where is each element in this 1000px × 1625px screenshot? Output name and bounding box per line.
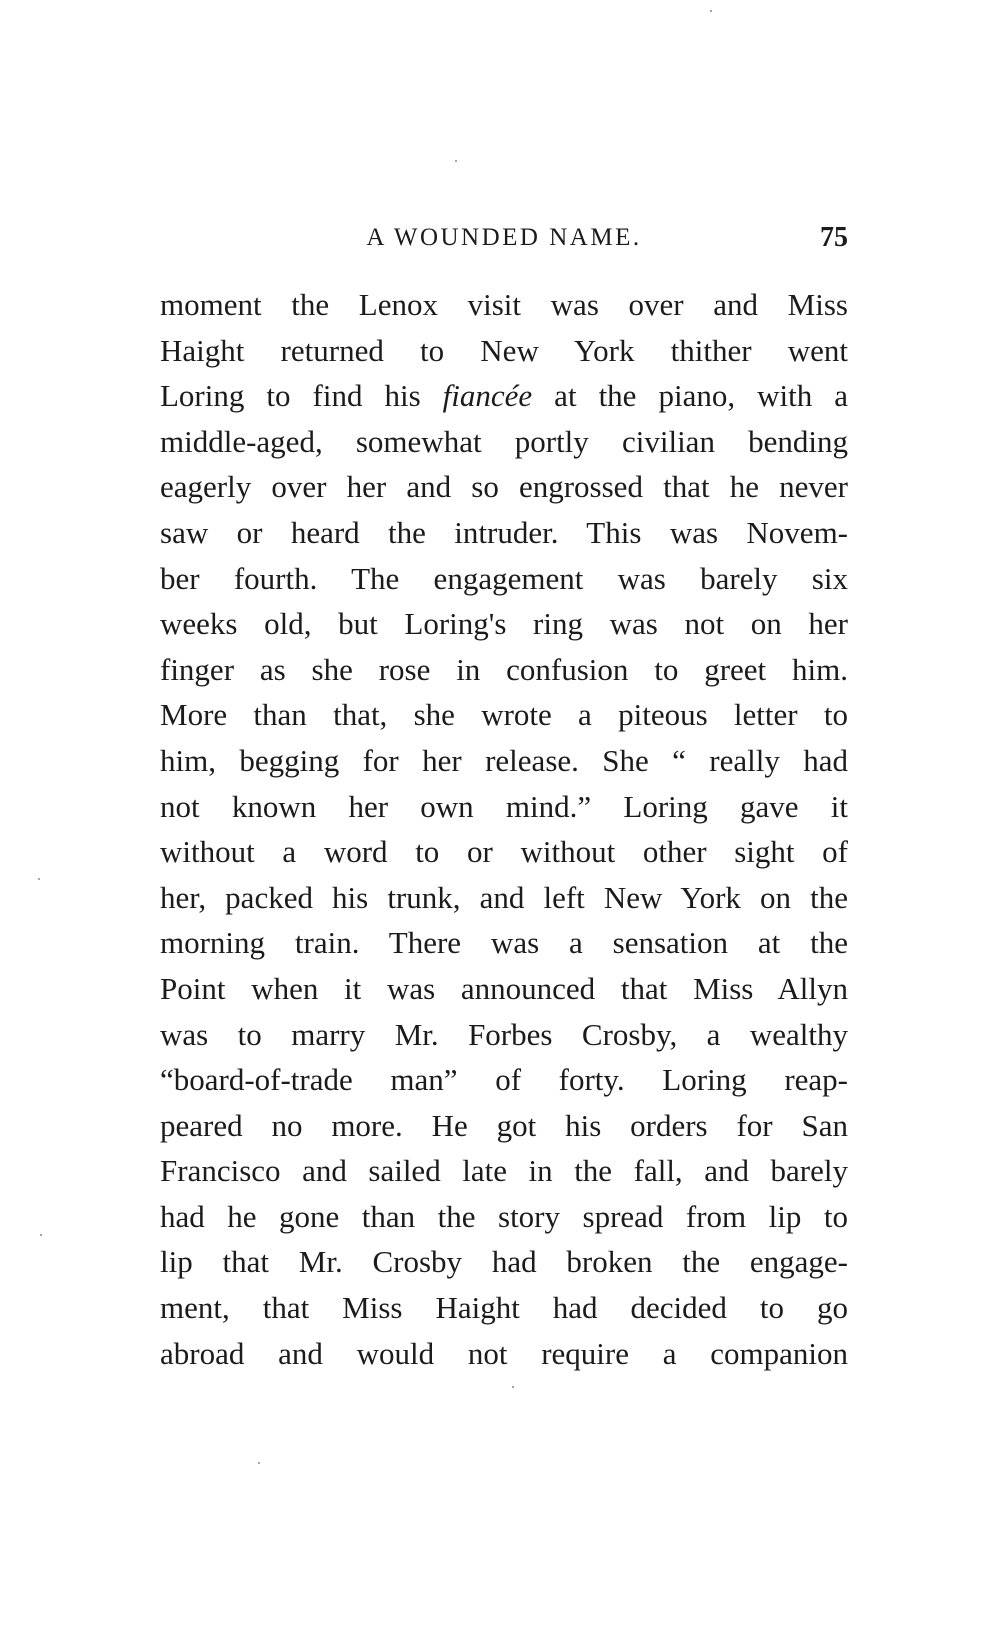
paper-speck xyxy=(512,1386,514,1388)
text-line xyxy=(160,373,848,419)
text-line: “board-of-trade man” of forty. Loring reap- xyxy=(160,1062,848,1098)
text-line: weeks old, but Loring's ring was not on her xyxy=(160,606,848,642)
text-line: ment, that Miss Haight had decided to go xyxy=(160,1290,848,1326)
text-line: Haight returned to New York thither went xyxy=(160,332,848,368)
text-line: without a word to or without other sight of xyxy=(160,834,848,870)
paper-speck xyxy=(38,878,40,880)
text-line: morning train. There was a sensation at the xyxy=(160,925,848,961)
text-line: peared no more. He got his orders for San xyxy=(160,1107,848,1143)
text-line: saw or heard the intruder. This was Novem- xyxy=(160,514,848,550)
page-number: 75 xyxy=(820,222,848,253)
text-line: lip that Mr. Crosby had broken the engage- xyxy=(160,1244,848,1280)
italic-word: fiancée xyxy=(442,378,533,414)
text-line: More than that, she wrote a piteous letter to xyxy=(160,697,848,733)
text-line: was to marry Mr. Forbes Crosby, a wealthy xyxy=(160,1016,848,1052)
text-line: eagerly over her and so engrossed that he never xyxy=(160,469,848,505)
paper-speck xyxy=(40,1234,42,1236)
text-line: not known her own mind.” Loring gave it xyxy=(160,788,848,824)
text-line: moment the Lenox visit was over and Miss xyxy=(160,287,848,322)
paper-speck xyxy=(710,10,712,12)
body-text xyxy=(160,282,848,1376)
text-segment: Loring to find his xyxy=(160,378,443,414)
running-head xyxy=(160,222,848,262)
paper-speck xyxy=(455,160,457,162)
text-line: him, begging for her release. She “ really had xyxy=(160,742,848,778)
text-line: ber fourth. The engagement was barely six xyxy=(160,560,848,596)
text-line: had he gone than the story spread from lip to xyxy=(160,1198,848,1234)
text-line: Francisco and sailed late in the fall, and barely xyxy=(160,1153,848,1189)
text-segment: at the piano, with a xyxy=(532,378,848,414)
text-line: middle-aged, somewhat portly civilian bending xyxy=(160,423,848,459)
running-title: A WOUNDED NAME. xyxy=(366,224,642,251)
text-line: finger as she rose in confusion to greet him. xyxy=(160,651,848,687)
text-line: abroad and would not require a companion xyxy=(160,1335,848,1371)
paper-speck xyxy=(258,1462,260,1464)
text-line: her, packed his trunk, and left New York on the xyxy=(160,879,848,915)
text-line: Point when it was announced that Miss Allyn xyxy=(160,970,848,1006)
